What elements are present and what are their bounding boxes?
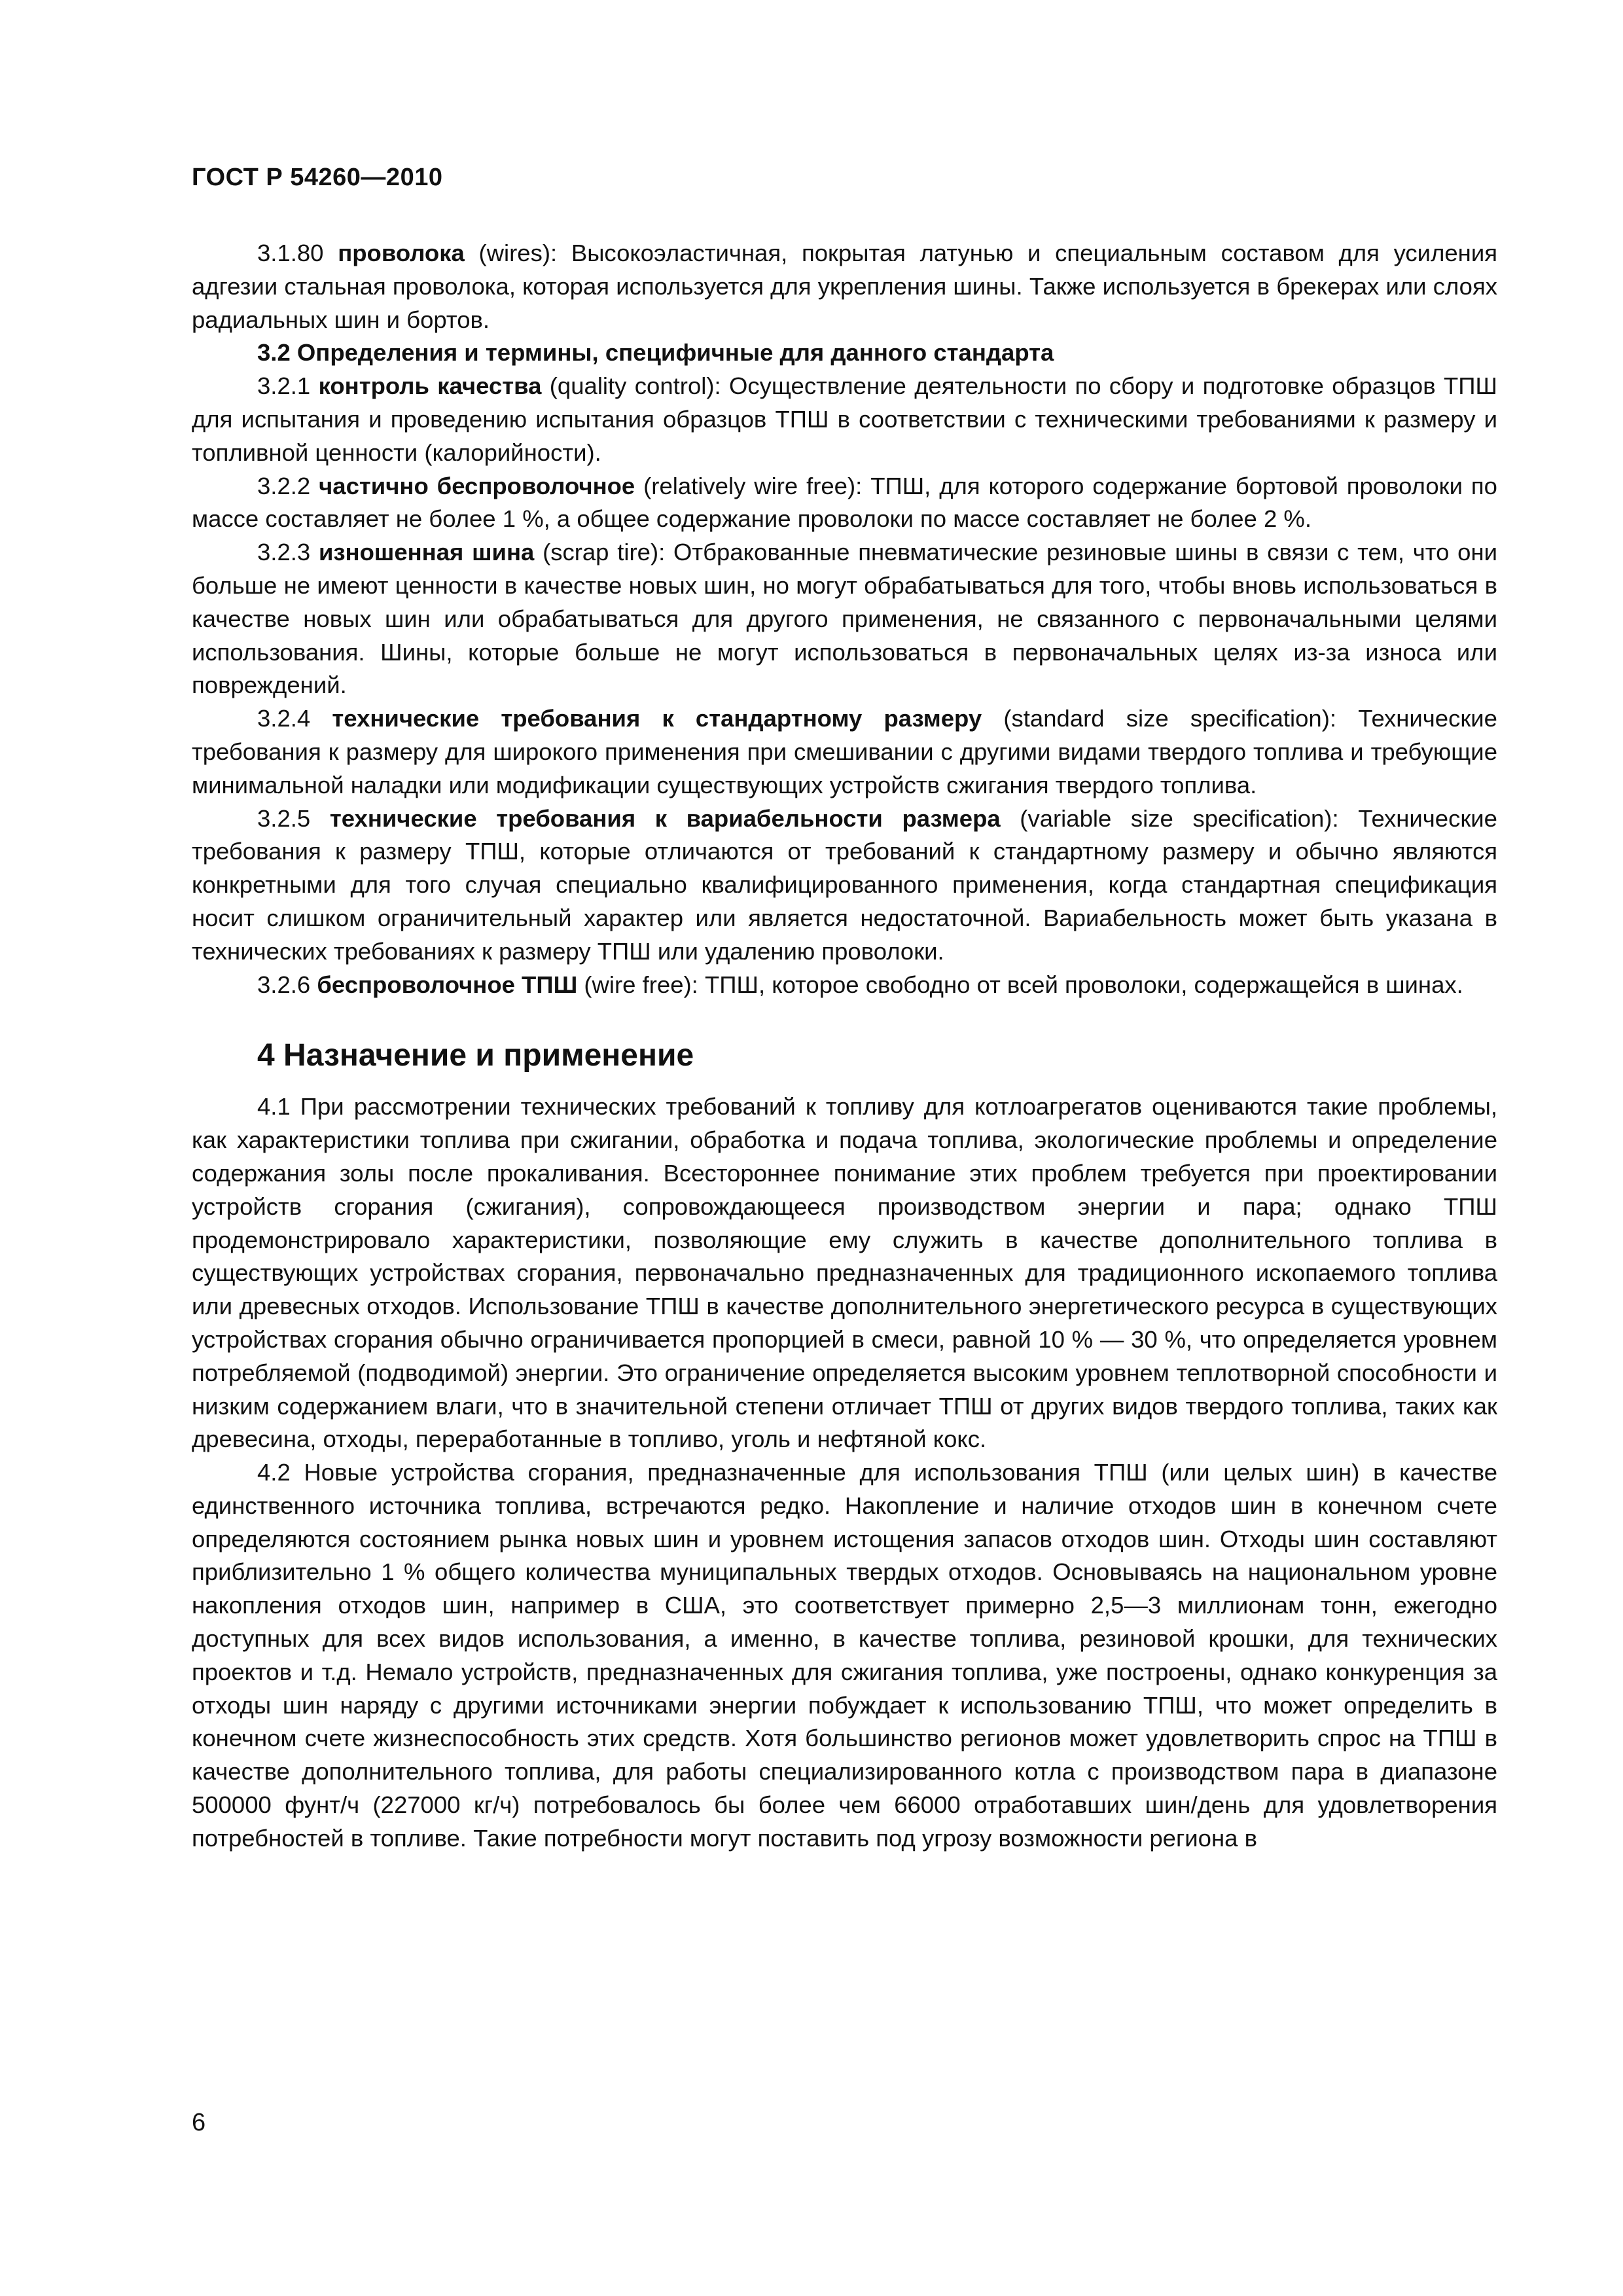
definition-text: (variable size specification): Технические требования к размеру ТПШ, которые отличаются от требований к стандартному размеру и обычно являются конкретными для того случая специально квалифицированного применения, когда стандартная спецификация носит слишком ограничительный характер или является недостаточной. Вариабельность может быть указана в технических требованиях к размеру ТПШ или удалению проволоки. [192, 804, 1497, 965]
definition-term: частично беспроволочное [319, 472, 635, 499]
definition-3-1-80 [192, 237, 1497, 336]
definition-text: (scrap tire): Отбракованные пневматические резиновые шины в связи с тем, что они больше не имеют ценности в качестве новых шин, но могут обрабатываться для того, чтобы вновь использоваться в качестве новых шин или обрабатываться для другого применения, не связанного с первоначальными целями использования. Шины, которые больше не могут использоваться в первоначальных целях из-за износа или повреждений. [192, 539, 1497, 699]
definition-number: 3.2.3 [257, 539, 311, 566]
definition-term: беспроволочное ТПШ [317, 971, 578, 998]
definition-text: (wires): Высокоэластичная, покрытая латунью и специальным составом для усиления адгезии стальная проволока, которая используется для укрепления шины. Также используется в брекерах или слоях радиальных шин и бортов. [192, 240, 1497, 333]
definition-3-2-4 [192, 702, 1497, 802]
page-number: 6 [192, 2109, 206, 2136]
definition-3-2-6 [192, 969, 1497, 1002]
section-title: 4 Назначение и применение [257, 1038, 694, 1073]
document-header: ГОСТ Р 54260—2010 [192, 164, 443, 191]
definition-number: 3.1.80 [257, 240, 324, 266]
definition-3-2-5 [192, 802, 1497, 969]
definition-number: 3.2.2 [257, 472, 311, 499]
definition-text: (wire free): ТПШ, которое свободно от всей проволоки, содержащейся в шинах. [577, 971, 1463, 998]
paragraph-4-1: 4.1 При рассмотрении технических требований к топливу для котлоагрегатов оцениваются такие проблемы, как характеристики топлива при сжигании, обработка и подача топлива, экологические проблемы и определение содержания золы после прокаливания. Всестороннее понимание этих проблем требуется при проектировании устройств сгорания (сжигания), сопровождающееся производством энергии и пара; однако ТПШ продемонстрировало характеристики, позволяющие ему служить в качестве дополнительного топлива в существующих устройствах сгорания, первоначально предназначенных для традиционного ископаемого топлива или древесных отходов. Использование ТПШ в качестве дополнительного энергетического ресурса в существующих устройствах сгорания обычно ограничивается пропорцией в смеси, равной 10 % — 30 %, что определяется уровнем потребляемой (подводимой) энергии. Это ограничение определяется высоким уровнем теплотворной способности и низким содержанием влаги, что в значительной степени отличает ТПШ от других видов твердого топлива, таких как древесина, отходы, переработанные в топливо, уголь и нефтяной кокс. [192, 1093, 1497, 1453]
definition-number: 3.2.4 [257, 705, 311, 732]
definition-3-2-3 [192, 536, 1497, 702]
document-body [192, 237, 1497, 1856]
paragraph-4-2: 4.2 Новые устройства сгорания, предназначенные для использования ТПШ (или целых шин) в качестве единственного источника топлива, встречаются редко. Накопление и наличие отходов шин в конечном счете определяются состоянием рынка новых шин и уровнем истощения запасов отходов шин. Отходы шин составляют приблизительно 1 % общего количества муниципальных твердых отходов. Основываясь на национальном уровне накопления отходов шин, например в США, это соответствует примерно 2,5—3 миллионам тонн, ежегодно доступных для всех видов использования, а именно, в качестве топлива, резиновой крошки, для технических проектов и т.д. Немало устройств, предназначенных для сжигания топлива, уже построены, однако конкуренция за отходы шин наряду с другими источниками энергии побуждает к использованию ТПШ, что может определить в конечном счете жизнеспособность этих средств. Хотя большинство регионов может удовлетворить спрос на ТПШ в качестве дополнительного топлива, для работы специализированного котла с производством пара в диапазоне 500000 фунт/ч (227000 кг/ч) потребовалось бы более чем 66000 отработавших шин/день для удовлетворения потребностей в топливе. Такие потребности могут поставить под угрозу возможности региона в [192, 1459, 1497, 1852]
definition-number: 3.2.5 [257, 804, 311, 832]
definition-number: 3.2.6 [257, 971, 311, 998]
definition-term: проволока [338, 240, 465, 266]
definition-term: контроль качества [318, 372, 542, 400]
definition-term: технические требования к стандартному размеру [332, 705, 982, 732]
definition-3-2-1 [192, 370, 1497, 469]
definition-text: (standard size specification): Технические требования к размеру для широкого применения при смешивании с другими видами твердого топлива и требующие минимальной наладки или модификации существующих устройств сжигания твердого топлива. [192, 705, 1497, 798]
definition-text: (quality control): Осуществление деятельности по сбору и подготовке образцов ТПШ для испытания и проведению испытания образцов ТПШ в соответствии с техническими требованиями к размеру и топливной ценности (калорийности). [192, 372, 1497, 466]
definition-number: 3.2.1 [257, 372, 311, 400]
definition-3-2-2 [192, 470, 1497, 537]
definition-text: (relatively wire free): ТПШ, для которого содержание бортовой проволоки по массе составляет не более 1 %, а общее содержание проволоки по массе составляет не более 2 %. [192, 472, 1497, 533]
definition-term: технические требования к вариабельности размера [329, 804, 1001, 832]
definition-term: изношенная шина [318, 539, 535, 566]
subsection-title: 3.2 Определения и термины, специфичные для данного стандарта [257, 339, 1054, 367]
